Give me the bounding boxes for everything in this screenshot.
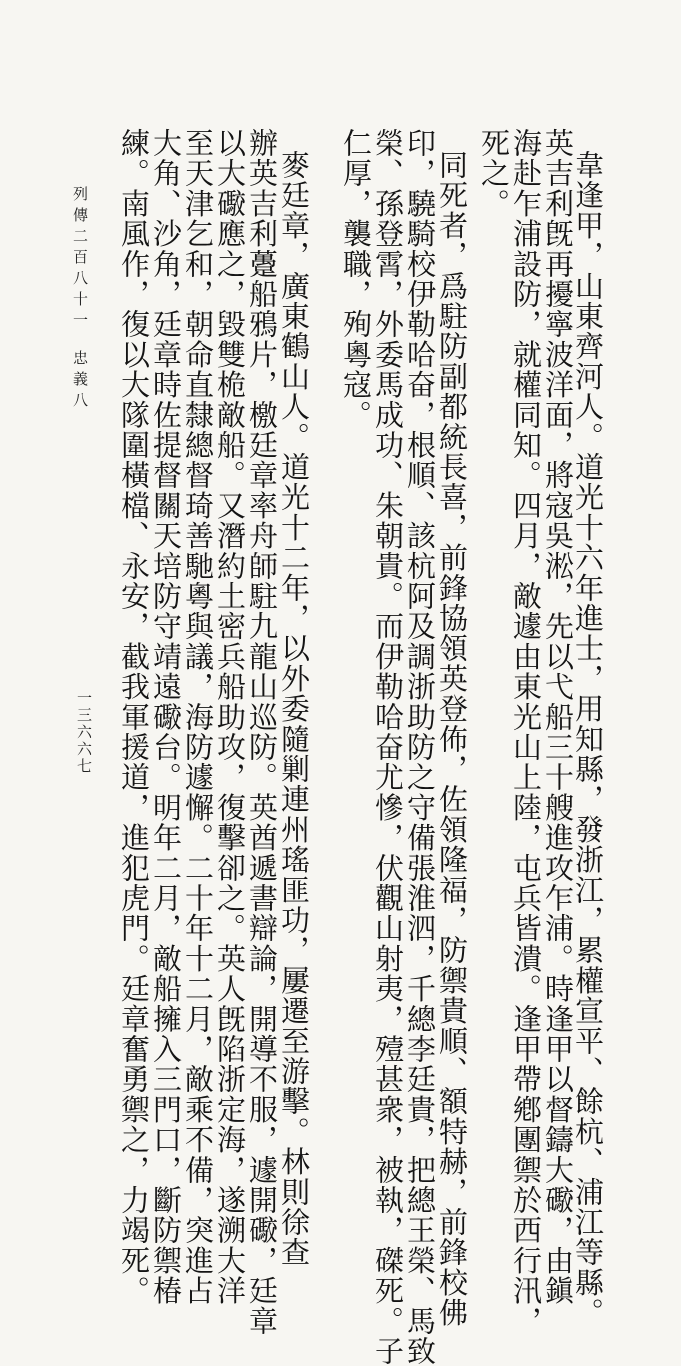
text-column-7: 榮、孫登霄，外委馬成功、朱朝貴。而伊勒哈奋尤慘，伏觀山射夷，殪甚衆，被執，磔死。子	[371, 128, 405, 1366]
text-column-14: 練。南風作，復以大隊圍橫檔、永安，截我軍援道，進犯虎門。廷章奮勇禦之，力竭死。	[117, 128, 151, 1306]
text-column-9: 麥廷章，廣東鶴山人。道光十二年，以外委隨剿連州瑤匪功，屢遷至游擊。林則徐查	[277, 150, 311, 1268]
page-number: 一三六六七	[75, 690, 93, 775]
text-column-10: 辦英吉利躉船鴉片，檄廷章率舟師駐九龍山巡防。英酋遞書辯論，開導不服，遽開礮，廷章	[245, 128, 279, 1336]
text-column-3: 海赴乍浦設防，就權同知。四月，敵遽由東光山上陸，屯兵皆潰。逢甲帶鄕團禦於西行汛，	[509, 128, 543, 1336]
text-column-12: 至天津乞和，朝命直隸總督琦善馳粵與議，海防遽懈。二十年十二月，敵乘不備，突進占	[181, 128, 215, 1306]
text-column-8: 仁厚，襲職，殉粵寇。	[339, 128, 373, 430]
chapter-label: 列傳二百八十一	[71, 186, 89, 333]
text-column-1: 韋逢甲，山東齊河人。道光十六年進士，用知縣，發浙江，累權宣平、餘杭、浦江等縣。	[571, 150, 605, 1328]
text-column-13: 大角、沙角，廷章時佐提督關天培防守靖遠礮台。明年二月，敵船擁入三門口，斷防禦椿	[149, 128, 183, 1306]
text-column-5: 同死者，爲駐防副都統長喜，前鋒協領英登佈，佐領隆福，防禦貴順、額特赫，前鋒校佛	[435, 150, 469, 1328]
text-column-2: 英吉利旣再擾寧波洋面，將寇吳淞，先以弋船三十艘進攻乍浦。時逢甲以督鑄大礮，由鎭	[541, 128, 575, 1306]
section-label: 忠義八	[71, 350, 89, 413]
text-column-4: 死之。	[477, 128, 511, 219]
text-column-11: 以大礮應之，毀雙桅敵船。又潛約土密兵船助攻，復擊卻之。英人旣陷浙定海，遂溯大洋	[213, 128, 247, 1306]
text-column-6: 印，驍騎校伊勒哈奋，根順、該杭阿及調浙助防之守備張淮泗，千總李廷貴，把總王榮、馬致	[403, 128, 437, 1366]
